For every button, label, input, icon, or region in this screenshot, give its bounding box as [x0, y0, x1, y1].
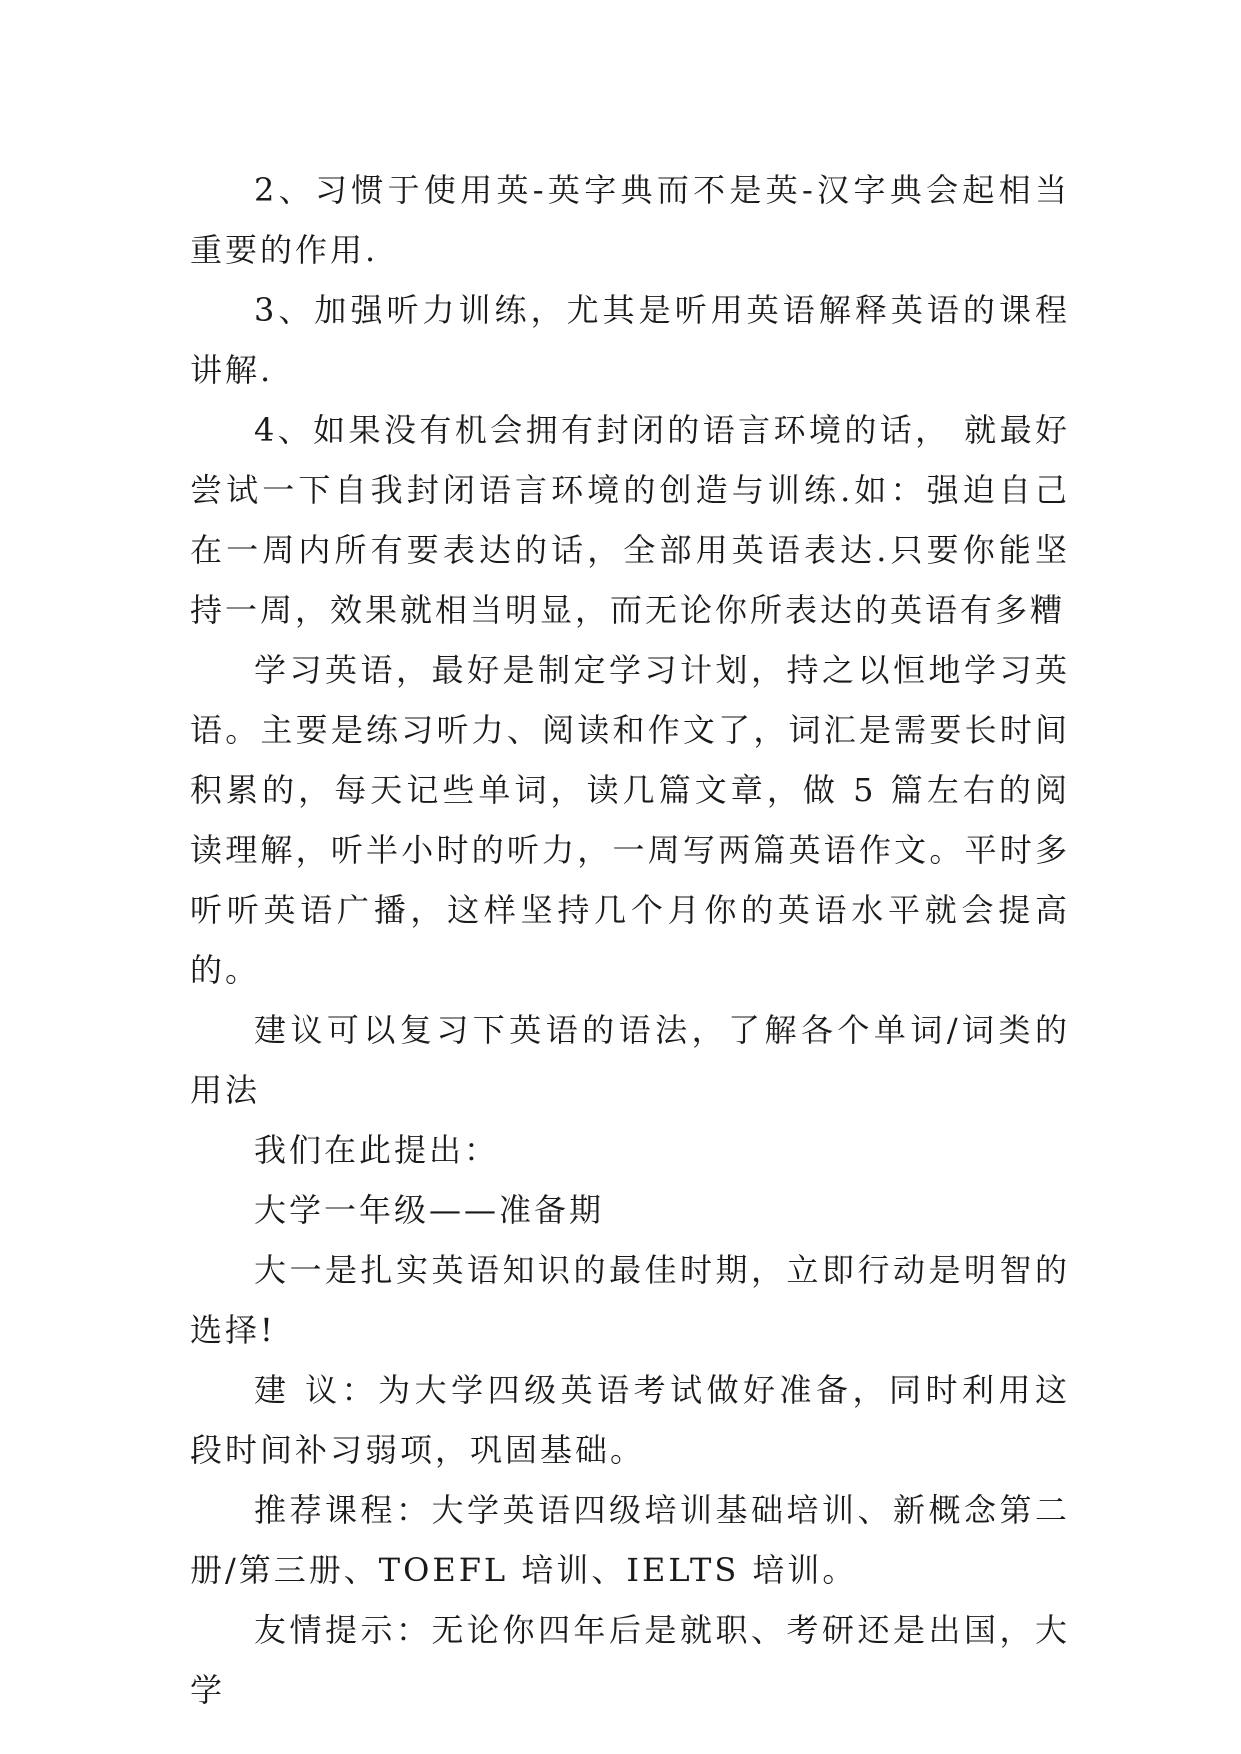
paragraph-tip-3: 3、加强听力训练，尤其是听用英语解释英语的课程讲解. — [190, 291, 1070, 389]
paragraph-year-one-desc: 大一是扎实英语知识的最佳时期，立即行动是明智的选择! — [190, 1251, 1070, 1349]
paragraph-year-one-heading: 大学一年级——准备期 — [254, 1191, 605, 1229]
paragraph-tip-4: 4、如果没有机会拥有封闭的语言环境的话， 就最好尝试一下自我封闭语言环境的创造与训练.如：强迫自己在一周内所有要表达的话，全部用英语表达.只要你能坚持一周，效果就相当明显，而无论你所表达的英语有多糟 — [190, 411, 1070, 629]
paragraph-recommended-courses: 推荐课程：大学英语四级培训基础培训、新概念第二册/第三册、TOEFL 培训、IELTS 培训。 — [190, 1491, 1070, 1589]
paragraph-intro: 我们在此提出： — [254, 1131, 500, 1169]
paragraph-friendly-tip: 友情提示：无论你四年后是就职、考研还是出国，大学 — [190, 1611, 1070, 1709]
document-body — [190, 160, 1070, 1720]
paragraph-suggestion: 建 议：为大学四级英语考试做好准备，同时利用这段时间补习弱项，巩固基础。 — [190, 1371, 1070, 1469]
paragraph-tip-2: 2、习惯于使用英-英字典而不是英-汉字典会起相当重要的作用. — [190, 171, 1070, 269]
paragraph-grammar-advice: 建议可以复习下英语的语法，了解各个单词/词类的用法 — [190, 1011, 1070, 1109]
paragraph-study-plan: 学习英语，最好是制定学习计划，持之以恒地学习英语。主要是练习听力、阅读和作文了，词汇是需要长时间积累的，每天记些单词，读几篇文章，做 5 篇左右的阅读理解，听半小时的听力，一周写两篇英语作文。平时多听听英语广播，这样坚持几个月你的英语水平就会提高的。 — [190, 651, 1070, 989]
